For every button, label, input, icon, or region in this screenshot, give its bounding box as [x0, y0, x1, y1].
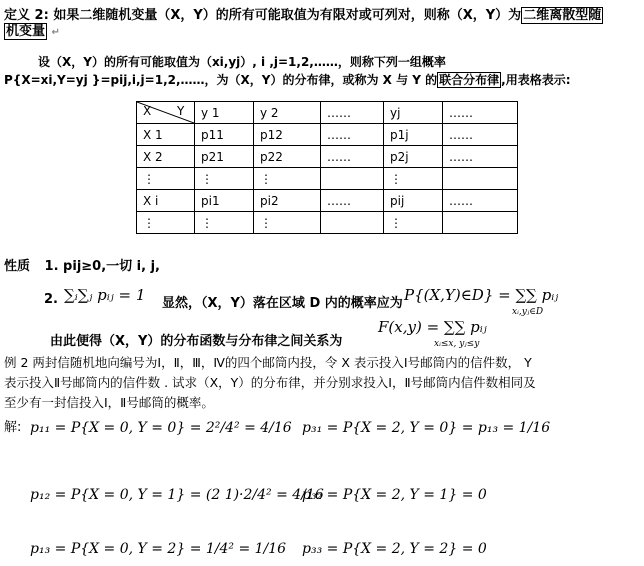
definition-term-2: 机变量	[6, 24, 46, 39]
formula-p13: p₁₃ = P{X = 0, Y = 2} = 1/4² = 1/16	[30, 541, 287, 557]
example-line-3: 至少有一封信投入Ⅰ，Ⅱ号邮筒的概率。	[4, 395, 214, 410]
distribution-sum-subscript: xᵢ≤x, yⱼ≤y	[434, 339, 480, 349]
property-label: 性质	[4, 259, 31, 274]
setup-line-2-text: P{X=xi,Y=yj }=pij,i,j=1,2,……，为（X，Y）的分布律，或称为 X 与 Y 的	[4, 73, 438, 87]
table-cell: pi2	[254, 190, 321, 212]
table-cell: p21	[195, 146, 254, 168]
table-row	[137, 212, 518, 234]
corner-x-label: X	[143, 104, 152, 118]
definition-label: 定义 2:	[4, 8, 49, 23]
table-cell: pi1	[195, 190, 254, 212]
table-cell: p22	[254, 146, 321, 168]
table-cell: pij	[384, 190, 443, 212]
table-cell: yj	[384, 102, 443, 124]
table-row	[137, 146, 518, 168]
property-line-1	[4, 255, 160, 274]
joint-distribution-term: 联合分布律	[439, 73, 500, 87]
distribution-function-formula: F(x,y) = ∑∑ pᵢⱼ	[378, 318, 487, 336]
table-cell: ⋮	[384, 212, 443, 234]
setup-line-2-tail: ,用表格表示:	[501, 73, 571, 87]
property-2-num: 2.	[44, 292, 58, 307]
table-cell	[443, 168, 518, 190]
table-cell: X 1	[137, 124, 195, 146]
table-cell: p11	[195, 124, 254, 146]
property-1: 1. pij≥0,一切 i, j,	[44, 259, 160, 274]
distribution-relation-text: 由此便得（X，Y）的分布函数与分布律之间关系为	[50, 334, 343, 349]
formula-p31: p₃₁ = P{X = 2, Y = 0} = p₁₃ = 1/16	[302, 420, 551, 436]
table-cell: ⋮	[195, 212, 254, 234]
table-cell: ……	[321, 146, 384, 168]
table-cell: ……	[443, 146, 518, 168]
table-cell: ⋮	[137, 212, 195, 234]
setup-line-1: 设（X，Y）的所有可能取值为（xi,yj）, i ,j=1,2,……，则称下列一组概率	[38, 55, 446, 69]
table-cell	[321, 168, 384, 190]
table-cell: p12	[254, 124, 321, 146]
property-2-formula: ∑ᵢ∑ⱼ pᵢⱼ = 1	[64, 286, 146, 304]
table-cell: ……	[321, 124, 384, 146]
table-cell: ⋮	[254, 212, 321, 234]
table-cell: p1j	[384, 124, 443, 146]
table-row	[137, 168, 518, 190]
table-cell: X i	[137, 190, 195, 212]
definition-term: 二维离散型随	[523, 8, 602, 23]
table-cell: ……	[321, 190, 384, 212]
definition-line	[4, 4, 603, 23]
table-cell: ⋮	[254, 168, 321, 190]
region-sum-subscript: xᵢ,yⱼ∈D	[512, 307, 544, 317]
table-cell: y 1	[195, 102, 254, 124]
solution-label: 解:	[4, 420, 22, 435]
table-cell: X 2	[137, 146, 195, 168]
table-cell: ⋮	[137, 168, 195, 190]
table-row	[137, 124, 518, 146]
table-cell	[321, 212, 384, 234]
formula-p12: p₁₂ = P{X = 0, Y = 1} = (2 1)·2/4² = 4/16	[30, 487, 324, 503]
table-cell: p2j	[384, 146, 443, 168]
table-cell: y 2	[254, 102, 321, 124]
table-row	[137, 190, 518, 212]
table-cell: ⋮	[384, 168, 443, 190]
formula-p32: p₃₂ = P{X = 2, Y = 1} = 0	[302, 487, 487, 503]
definition-line-2	[4, 20, 60, 39]
corner-y-label: Y	[177, 104, 185, 118]
setup-line-2	[4, 71, 571, 88]
example-line-2: 表示投入Ⅱ号邮筒内的信件数 . 试求（X，Y）的分布律，并分别求投入Ⅰ，Ⅱ号邮筒内信件数相同及	[4, 375, 536, 390]
example-line-1: 例 2 两封信随机地向编号为Ⅰ，Ⅱ，Ⅲ，Ⅳ的四个邮筒内投，令 X 表示投入Ⅰ号邮筒内的信件数， Y	[4, 355, 532, 370]
table-header-row	[137, 102, 518, 124]
table-cell: ……	[443, 102, 518, 124]
table-cell: ……	[443, 124, 518, 146]
region-probability-formula: P{(X,Y)∈D} = ∑∑ pᵢⱼ	[404, 286, 559, 304]
table-cell: ⋮	[195, 168, 254, 190]
table-cell	[443, 212, 518, 234]
table-cell: ……	[321, 102, 384, 124]
formula-p33: p₃₃ = P{X = 2, Y = 2} = 0	[302, 541, 487, 557]
property-2-text: 显然，（X，Y）落在区域 D 内的概率应为	[162, 296, 403, 311]
table-corner-cell	[137, 102, 195, 124]
table-cell: ……	[443, 190, 518, 212]
paragraph-mark: ↵	[51, 27, 60, 38]
formula-p11: p₁₁ = P{X = 0, Y = 0} = 2²/4² = 4/16	[30, 420, 292, 436]
distribution-table	[136, 101, 518, 234]
definition-text: 如果二维随机变量（X，Y）的所有可能取值为有限对或可列对，则称（X，Y）为	[53, 8, 522, 23]
